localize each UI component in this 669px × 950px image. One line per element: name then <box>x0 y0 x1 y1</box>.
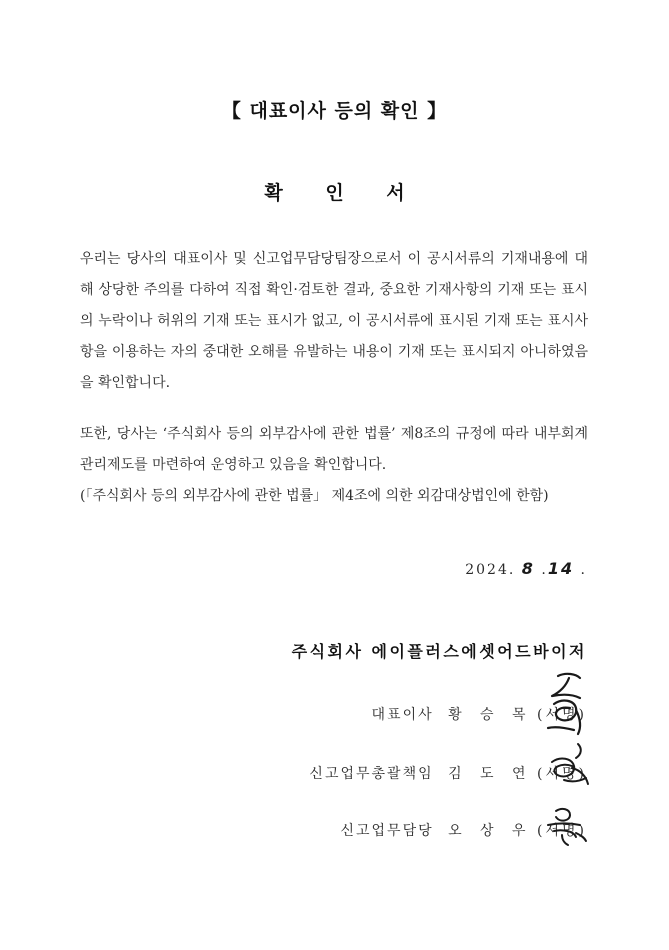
signatory-role: 신고업무담당 <box>340 823 434 839</box>
signatory-role: 대표이사 <box>371 707 434 723</box>
signatory-role: 신고업무총괄책임 <box>309 766 434 782</box>
signature-placeholder: (서명) <box>537 766 587 782</box>
signatory-name: 황 승 목 <box>448 707 533 723</box>
signatory-row-disclosure-chief <box>309 763 587 783</box>
signatory-row-disclosure-officer <box>340 820 587 840</box>
signature-placeholder: (서명) <box>537 707 587 723</box>
document-title: 확 인 서 <box>264 182 423 204</box>
document-date: 2024. 8 .14 . <box>465 559 587 578</box>
signatory-name: 오 상 우 <box>448 823 533 839</box>
date-year: 2024. <box>465 562 516 578</box>
scope-note-paragraph: (「주식회사 등의 외부감사에 관한 법률」 제4조에 의한 외감대상법인에 한함) <box>80 488 549 504</box>
date-suffix: . <box>580 562 587 578</box>
internal-control-paragraph: 또한, 당사는 ‘주식회사 등의 외부감사에 관한 법률’ 제8조의 규정에 따라 내부회계관리제도를 마련하여 운영하고 있음을 확인합니다. <box>80 426 588 473</box>
date-month: 8 <box>521 559 535 578</box>
company-name: 주식회사 에이플러스에셋어드바이저 <box>291 642 587 661</box>
date-day: 14 <box>547 559 575 578</box>
confirmation-paragraph: 우리는 당사의 대표이사 및 신고업무담당팀장으로서 이 공시서류의 기재내용에 대해 상당한 주의를 다하여 직접 확인·검토한 결과, 중요한 기재사항의 기재 또는 표시의 누락이나 허위의 기재 또는 표시가 없고, 이 공시서류에 표시된 기재 또는 표시사항을 이용하는 자의 중대한 오해를 유발하는 내용이 기재 또는 표시되지 아니하였음을 확인합니다. <box>80 251 588 391</box>
document-heading: 【 대표이사 등의 확인 】 <box>221 100 448 122</box>
signatory-row-ceo <box>372 704 587 724</box>
signatory-name: 김 도 연 <box>448 766 533 782</box>
signature-placeholder: (서명) <box>537 823 587 839</box>
